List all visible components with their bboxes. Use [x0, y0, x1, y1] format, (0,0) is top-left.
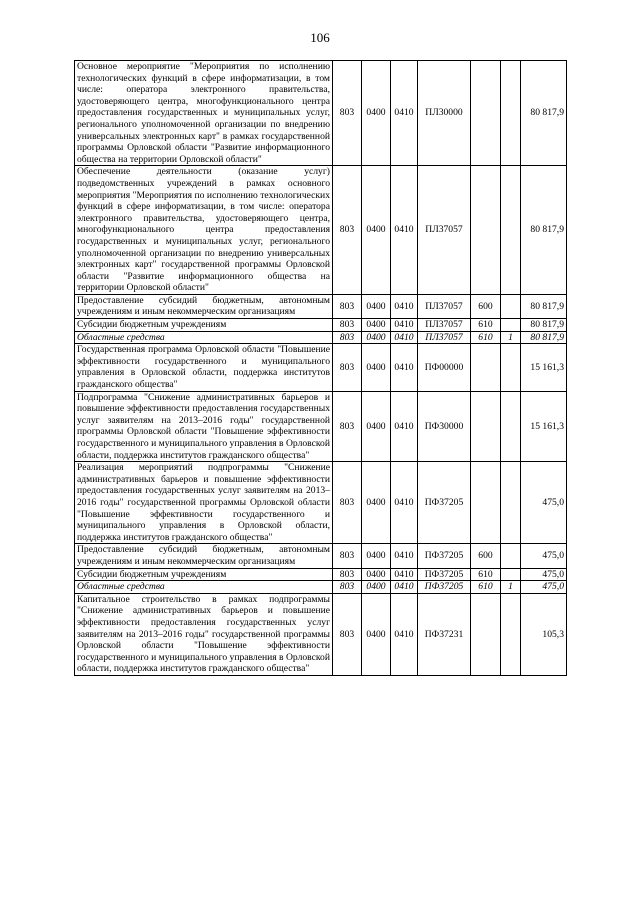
page-number: 106 — [310, 30, 330, 45]
table-row — [75, 568, 567, 581]
table-row — [75, 593, 567, 675]
table-row — [75, 166, 567, 295]
table-row — [75, 319, 567, 332]
row-description: Предоставление субсидий бюджетным, автономным учреждениям и иным некоммерческим организациям — [75, 294, 333, 318]
amount: 15 161,3 — [521, 391, 567, 462]
funding-source-code — [501, 391, 521, 462]
ministry-code: 803 — [333, 61, 362, 166]
funding-source-code — [501, 294, 521, 318]
section-code: 0400 — [362, 331, 391, 344]
section-code: 0400 — [362, 462, 391, 544]
amount: 80 817,9 — [521, 331, 567, 344]
target-article-code: ПФ00000 — [418, 344, 471, 391]
expense-kind-code — [471, 391, 501, 462]
ministry-code: 803 — [333, 344, 362, 391]
funding-source-code — [501, 61, 521, 166]
target-article-code: ПЛ37057 — [418, 166, 471, 295]
target-article-code: ПФ37205 — [418, 462, 471, 544]
funding-source-code: 1 — [501, 581, 521, 594]
subsection-code: 0410 — [391, 462, 418, 544]
amount: 80 817,9 — [521, 61, 567, 166]
target-article-code: ПФ30000 — [418, 391, 471, 462]
ministry-code: 803 — [333, 544, 362, 568]
subsection-code: 0410 — [391, 581, 418, 594]
funding-source-code — [501, 568, 521, 581]
ministry-code: 803 — [333, 331, 362, 344]
target-article-code: ПЛ37057 — [418, 294, 471, 318]
row-description: Основное мероприятие "Мероприятия по исполнению технологических функций в сфере информатизации, в том числе: оператора электронного правительства, удостоверяющего центра, многофункционального центра предоставления государственных и муниципальных услуг, регионального уполномоченной организации по внедрению универсальных электронных карт" в рамках государственной программы Орловской области "Развитие информационного общества на территории Орловской области" — [75, 61, 333, 166]
ministry-code: 803 — [333, 319, 362, 332]
row-description: Предоставление субсидий бюджетным, автономным учреждениям и иным некоммерческим организациям — [75, 544, 333, 568]
subsection-code: 0410 — [391, 344, 418, 391]
table-row — [75, 331, 567, 344]
section-code: 0400 — [362, 544, 391, 568]
ministry-code: 803 — [333, 462, 362, 544]
row-description: Областные средства — [75, 581, 333, 594]
funding-source-code — [501, 593, 521, 675]
funding-source-code — [501, 344, 521, 391]
row-description: Областные средства — [75, 331, 333, 344]
target-article-code: ПФ37231 — [418, 593, 471, 675]
subsection-code: 0410 — [391, 391, 418, 462]
expense-kind-code: 600 — [471, 294, 501, 318]
funding-source-code: 1 — [501, 331, 521, 344]
amount: 475,0 — [521, 544, 567, 568]
section-code: 0400 — [362, 391, 391, 462]
funding-source-code — [501, 166, 521, 295]
target-article-code: ПФ37205 — [418, 581, 471, 594]
table-row — [75, 544, 567, 568]
funding-source-code — [501, 544, 521, 568]
ministry-code: 803 — [333, 294, 362, 318]
expense-kind-code: 610 — [471, 581, 501, 594]
row-description: Государственная программа Орловской области "Повышение эффективности государственного и муниципального управления в Орловской области, поддержка институтов гражданского общества" — [75, 344, 333, 391]
amount: 80 817,9 — [521, 319, 567, 332]
amount: 475,0 — [521, 581, 567, 594]
section-code: 0400 — [362, 294, 391, 318]
subsection-code: 0410 — [391, 294, 418, 318]
expense-kind-code — [471, 61, 501, 166]
section-code: 0400 — [362, 344, 391, 391]
table-row — [75, 61, 567, 166]
ministry-code: 803 — [333, 391, 362, 462]
table-row — [75, 391, 567, 462]
expense-kind-code: 610 — [471, 319, 501, 332]
subsection-code: 0410 — [391, 319, 418, 332]
row-description: Реализация мероприятий подпрограммы "Снижение административных барьеров и повышение эффективности предоставления государственных услуг заявителям на 2013–2016 годы" государственной программы Орловской области "Повышение эффективности государственного и муниципального управления в Орловской области, поддержка институтов гражданского общества" — [75, 462, 333, 544]
table-row — [75, 581, 567, 594]
amount: 15 161,3 — [521, 344, 567, 391]
ministry-code: 803 — [333, 166, 362, 295]
ministry-code: 803 — [333, 568, 362, 581]
expense-kind-code: 600 — [471, 544, 501, 568]
section-code: 0400 — [362, 61, 391, 166]
amount: 80 817,9 — [521, 166, 567, 295]
target-article-code: ПЛ37057 — [418, 331, 471, 344]
amount: 80 817,9 — [521, 294, 567, 318]
expense-kind-code — [471, 462, 501, 544]
row-description: Субсидии бюджетным учреждениям — [75, 568, 333, 581]
row-description: Подпрограмма "Снижение административных барьеров и повышение эффективности предоставления государственных услуг заявителям на 2013–2016 годы" государственной программы Орловской области "Повышение эффективности государственного и муниципального управления в Орловской области, поддержка институтов гражданского общества" — [75, 391, 333, 462]
amount: 105,3 — [521, 593, 567, 675]
subsection-code: 0410 — [391, 568, 418, 581]
budget-table — [74, 60, 567, 676]
funding-source-code — [501, 462, 521, 544]
subsection-code: 0410 — [391, 166, 418, 295]
section-code: 0400 — [362, 166, 391, 295]
amount: 475,0 — [521, 462, 567, 544]
target-article-code: ПФ37205 — [418, 568, 471, 581]
expense-kind-code — [471, 344, 501, 391]
subsection-code: 0410 — [391, 61, 418, 166]
section-code: 0400 — [362, 568, 391, 581]
target-article-code: ПЛ37057 — [418, 319, 471, 332]
section-code: 0400 — [362, 581, 391, 594]
table-row — [75, 462, 567, 544]
row-description: Обеспечение деятельности (оказание услуг) подведомственных учреждений в рамках основного мероприятия "Мероприятия по исполнению технологических функций в сфере информатизации, в том числе: оператора электронного правительства, удостоверяющего центра, многофункционального центра предоставления государственных и муниципальных услуг, регионального уполномоченной организации по внедрению универсальных электронных карт" государственной программы Орловской области "Развитие информационного общества на территории Орловской области" — [75, 166, 333, 295]
table-row — [75, 344, 567, 391]
ministry-code: 803 — [333, 593, 362, 675]
amount: 475,0 — [521, 568, 567, 581]
expense-kind-code: 610 — [471, 331, 501, 344]
subsection-code: 0410 — [391, 331, 418, 344]
expense-kind-code: 610 — [471, 568, 501, 581]
row-description: Субсидии бюджетным учреждениям — [75, 319, 333, 332]
expense-kind-code — [471, 166, 501, 295]
section-code: 0400 — [362, 593, 391, 675]
row-description: Капитальное строительство в рамках подпрограммы "Снижение административных барьеров и повышение эффективности предоставления государственных услуг заявителям на 2013–2016 годы" государственной программы Орловской области "Повышение эффективности государственного и муниципального управления в Орловской области, поддержка институтов гражданского общества" — [75, 593, 333, 675]
funding-source-code — [501, 319, 521, 332]
ministry-code: 803 — [333, 581, 362, 594]
target-article-code: ПФ37205 — [418, 544, 471, 568]
expense-kind-code — [471, 593, 501, 675]
table-row — [75, 294, 567, 318]
subsection-code: 0410 — [391, 593, 418, 675]
target-article-code: ПЛ30000 — [418, 61, 471, 166]
subsection-code: 0410 — [391, 544, 418, 568]
section-code: 0400 — [362, 319, 391, 332]
